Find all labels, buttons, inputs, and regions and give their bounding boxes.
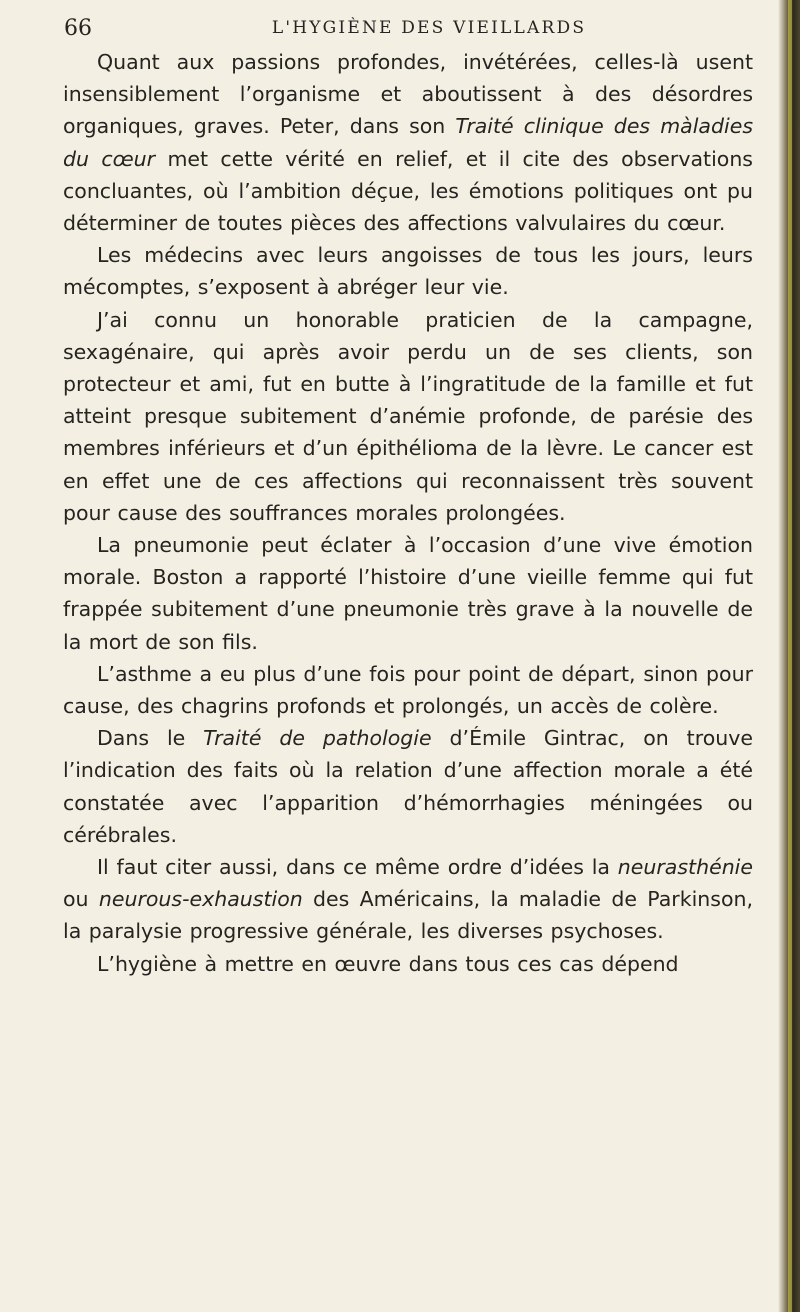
paragraph-pneumonie: La pneumonie peut éclater à l’occasion d’une vive émotion morale. Boston a rapporté l’histoire d’une vieille femme qui fut frappée subitement d’une pneumonie très grave à la nouvelle de la mort de son fils. (63, 533, 753, 654)
page-edge-highlight (788, 0, 792, 1312)
book-title-traite-pathologie: Traité de pathologie (203, 726, 432, 751)
paragraph-hygiene: L’hygiène à mettre en œuvre dans tous ces cas dépend (97, 951, 679, 976)
term-neurous-exhaustion: neurous-exhaustion (98, 887, 303, 912)
paragraph-asthme: L’asthme a eu plus d’une fois pour point de départ, sinon pour cause, des chagrins profonds et prolongés, un accès de colère. (63, 661, 753, 719)
running-title: L'HYGIÈNE DES VIEILLARDS (271, 18, 587, 38)
term-neurasthenie: neurasthénie (617, 855, 753, 880)
paragraph-gintrac: Dans le Traité de pathologie d’Émile Gintrac, on trouve l’indication des faits où la relation d’une affection morale a été constatée avec l’apparition d’hémorrhagies méningées ou cérébrales. (63, 726, 753, 847)
body-text (63, 46, 753, 980)
paragraph-neurasthenie: Il faut citer aussi, dans ce même ordre d’idées la neurasthénie ou neurous-exhaustion des Américains, la maladie de Parkinson, la paralysie progressive générale, les diverses psychoses. (63, 855, 753, 944)
page-header (64, 16, 754, 46)
paragraph-medecins: Les médecins avec leurs angoisses de tous les jours, leurs mécomptes, s’exposent à abréger leur vie. (63, 243, 753, 300)
paragraph-passions: Quant aux passions profondes, invétérées, celles-là usent insensiblement l’organisme et aboutissent à des désordres organiques, graves. Peter, dans son Traité clinique des màladies du cœur met cette vérité en relief, et il cite des observations concluantes, où l’ambition déçue, les émotions politiques ont pu déterminer de toutes pièces des affections valvulaires du cœur. (63, 50, 753, 236)
book-title-traite-clinique: Traité clinique des màladies du cœur (63, 114, 753, 171)
paragraph-praticien: J’ai connu un honorable praticien de la campagne, sexagénaire, qui après avoir perdu un de ses clients, son protecteur et ami, fut en butte à l’ingratitude de la famille et fut atteint presque subitement d’anémie profonde, de parésie des membres inférieurs et d’un épithélioma de la lèvre. Le cancer est en effet une de ces affections qui reconnaissent très souvent pour cause des souffrances morales prolongées. (63, 307, 753, 525)
page-number: 66 (64, 16, 92, 41)
